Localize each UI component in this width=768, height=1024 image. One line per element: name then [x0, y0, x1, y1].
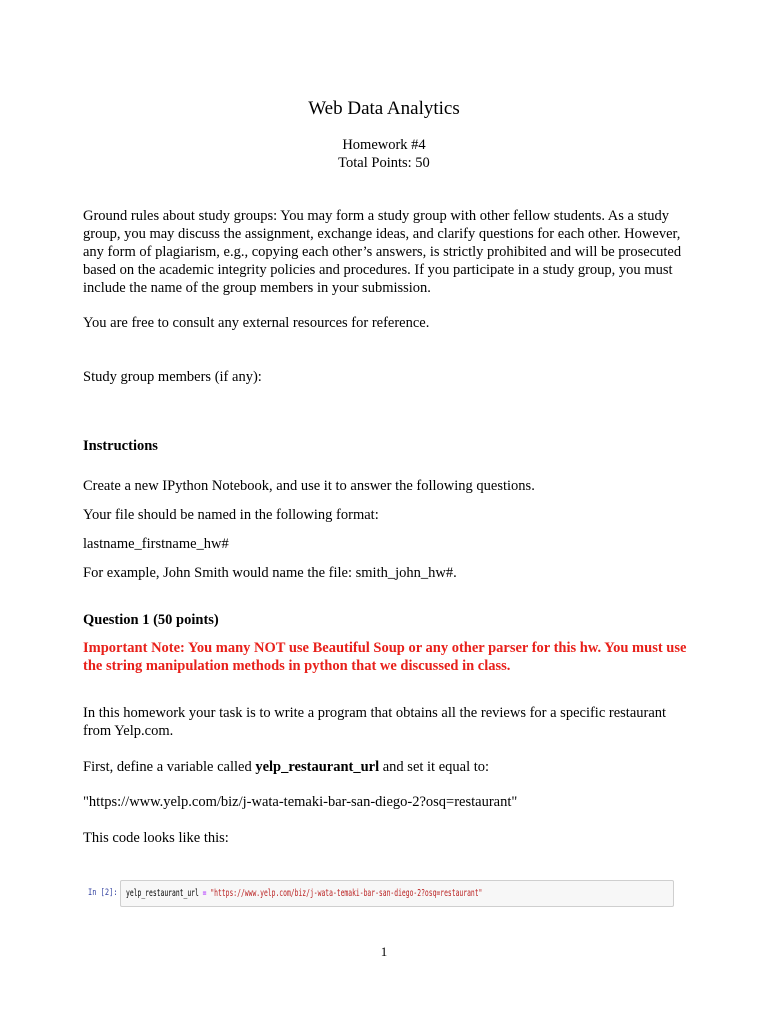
define-prefix: First, define a variable called: [83, 759, 256, 775]
important-note: Important Note: You many NOT use Beautiful Soup or any other parser for this hw. You must use the string manipulation methods in python that we discussed in class.: [83, 640, 687, 674]
task-description: In this homework your task is to write a program that obtains all the reviews for a specific restaurant from Yelp.com.: [83, 705, 667, 739]
study-group-members-label: Study group members (if any):: [83, 369, 262, 385]
define-variable-name: yelp_restaurant_url: [255, 759, 380, 775]
homework-number: Homework #4: [342, 137, 426, 153]
code-string: "https://www.yelp.com/biz/j-wata-temaki-bar-san-diego-2?osq=restaurant": [210, 888, 483, 899]
define-suffix: and set it equal to:: [379, 759, 490, 775]
instruction-file-format: Your file should be named in the following format:: [83, 507, 379, 523]
instruction-filename-pattern: lastname_firstname_hw#: [83, 536, 229, 552]
url-value: "https://www.yelp.com/biz/j-wata-temaki-bar-san-diego-2?osq=restaurant": [83, 794, 518, 810]
question-heading: Question 1 (50 points): [83, 612, 219, 628]
document-title: Web Data Analytics: [308, 98, 460, 119]
code-line: [126, 888, 482, 899]
code-intro: This code looks like this:: [83, 830, 229, 846]
code-cell-input: [120, 880, 674, 907]
instructions-heading: Instructions: [83, 438, 158, 454]
instruction-filename-example: For example, John Smith would name the file: smith_john_hw#.: [83, 565, 457, 581]
page-number: 1: [380, 944, 388, 959]
code-variable: yelp_restaurant_url: [126, 888, 199, 899]
external-resources-paragraph: You are free to consult any external resources for reference.: [83, 315, 430, 331]
ground-rules-paragraph: Ground rules about study groups: You may form a study group with other fellow students. As a study group, you may discuss the assignment, exchange ideas, and clarify questions for each other. However, any form of plagiarism, e.g., copying each other’s answers, is strictly prohibited and will be prosecuted based on the academic integrity policies and procedures. If you participate in a study group, you must include the name of the group members in your submission.: [83, 208, 682, 296]
code-cell-prompt: In [2]:: [88, 888, 118, 898]
total-points: Total Points: 50: [338, 155, 430, 171]
define-variable-sentence: [83, 758, 693, 776]
code-operator: =: [198, 888, 211, 899]
notebook-code-cell: [84, 878, 676, 909]
instruction-create-notebook: Create a new IPython Notebook, and use it to answer the following questions.: [83, 478, 535, 494]
